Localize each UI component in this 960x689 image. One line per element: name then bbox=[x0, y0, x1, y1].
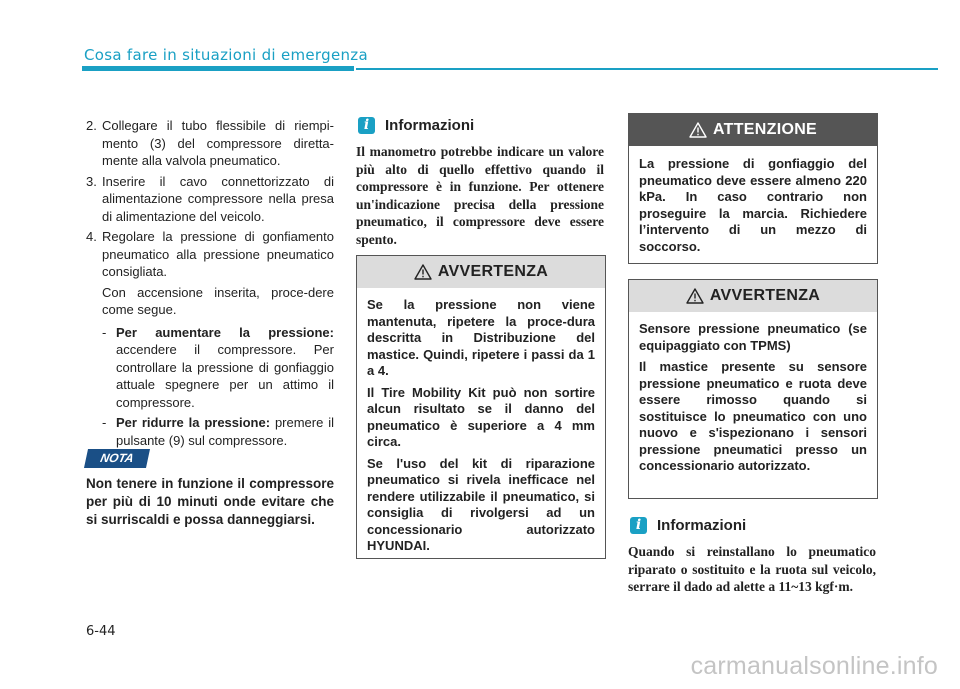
warning-box bbox=[356, 255, 606, 559]
info-heading bbox=[630, 517, 746, 534]
step-text: Regolare la pressione di gonfiamento pneumatico alla pressione pneumatico consigliata. bbox=[102, 229, 334, 279]
page-number: 6-44 bbox=[86, 624, 116, 639]
warning-paragraph: Il Tire Mobility Kit può non sortire alcun risultato se il danno del pneumatico è superiore a 4 mm circa. bbox=[367, 384, 595, 449]
warning-title: AVVERTENZA bbox=[437, 263, 549, 280]
warning-triangle-icon bbox=[686, 288, 704, 304]
warning-triangle-icon bbox=[414, 264, 432, 280]
attention-title: ATTENZIONE bbox=[712, 121, 818, 138]
section-title: Cosa fare in situazioni di emergenza bbox=[84, 46, 368, 64]
step-item bbox=[86, 173, 334, 226]
step-number: 3. bbox=[86, 173, 97, 189]
attention-header bbox=[629, 114, 877, 146]
info-icon: i bbox=[358, 117, 375, 134]
step-number: 4. bbox=[86, 229, 97, 244]
nota-badge: NOTA bbox=[84, 449, 150, 468]
info-body: Quando si reinstallano lo pneumatico riparato o sostituito e la ruota sul veicolo, serrare il dado ad alette a 11~13 kgf·m. bbox=[628, 544, 876, 594]
warning-body bbox=[357, 288, 605, 566]
info-title: Informazioni bbox=[385, 117, 475, 134]
warning-title: AVVERTENZA bbox=[709, 287, 821, 304]
instructions-column bbox=[86, 117, 334, 452]
step-number: 2. bbox=[86, 118, 97, 133]
step-item bbox=[86, 228, 334, 281]
attention-box bbox=[628, 113, 878, 264]
step-text: Inserire il cavo connettorizzato di alimentazione compressore nella presa di alimentazione del veicolo. bbox=[102, 173, 334, 224]
header-rule-thick bbox=[82, 66, 354, 71]
sub-item-label: Per aumentare la pressione: bbox=[116, 324, 334, 340]
warning-body bbox=[629, 312, 877, 486]
step-text: Collegare il tubo flessibile di riempi-mento (3) del compressore diretta-mente alla valvola pneumatico. bbox=[102, 118, 334, 168]
step-item bbox=[86, 117, 334, 170]
info-body: Il manometro potrebbe indicare un valore più alto di quello effettivo quando il compressore è in funzione. Per ottenere un'indicazione precisa della pressione pneumatico, il compressore deve essere spento. bbox=[356, 144, 604, 247]
sub-item-text: accendere il compressore. Per controllare la pressione di gonfiaggio attuale spegnere per un attimo il compressore. bbox=[116, 342, 334, 410]
step-4-paragraph: Con accensione inserita, proce-dere come segue. bbox=[102, 284, 334, 317]
attention-body: La pressione di gonfiaggio del pneumatico deve essere almeno 220 kPa. In caso contrario non proseguire la marcia. Richiedere l’intervento di un mezzo di soccorso. bbox=[639, 156, 867, 254]
header-rule-thin bbox=[356, 68, 938, 70]
warning-paragraph: Se l'uso del kit di riparazione pneumatico si rivela inefficace nel rendere utilizzabile il pneumatico, si consiglia di rivolgersi ad un concessionario autorizzato HYUNDAI. bbox=[367, 455, 595, 553]
sub-item-label: Per ridurre la pressione: bbox=[116, 415, 271, 430]
nota-text: Non tenere in funzione il compressore per più di 10 minuti onde evitare che si surriscaldi e possa danneggiarsi. bbox=[86, 476, 334, 527]
info-heading bbox=[358, 117, 474, 134]
sub-item: - Per ridurre la pressione: premere il pulsante (9) sul compressore. bbox=[102, 415, 334, 448]
warning-triangle-icon bbox=[689, 122, 707, 138]
sub-item: - Per aumentare la pressione: accendere il compressore. Per controllare la pressione di gonfiaggio attuale spegnere per un attimo il compressore. bbox=[102, 324, 334, 410]
warning-header bbox=[629, 280, 877, 312]
warning-paragraph: Sensore pressione pneumatico (se equipaggiato con TPMS) bbox=[639, 321, 867, 353]
sub-item-text: premere il pulsante (9) sul compressore. bbox=[116, 415, 334, 448]
warning-paragraph: Il mastice presente su sensore pressione pneumatico e ruota deve essere rimosso quando si sostituisce lo pneumatico con uno nuovo e s'ispezionano i sensori pressione pneumatici presso un concessionario autorizzato. bbox=[639, 359, 867, 473]
warning-paragraph: Se la pressione non viene mantenuta, ripetere la proce-dura descritta in Distribuzione del mastice. Quindi, ripetere i passi da 1 a 4. bbox=[367, 297, 595, 378]
warning-box bbox=[628, 279, 878, 499]
watermark: carmanualsonline.info bbox=[690, 652, 938, 680]
warning-header bbox=[357, 256, 605, 288]
info-icon: i bbox=[630, 517, 647, 534]
info-title: Informazioni bbox=[657, 517, 747, 534]
